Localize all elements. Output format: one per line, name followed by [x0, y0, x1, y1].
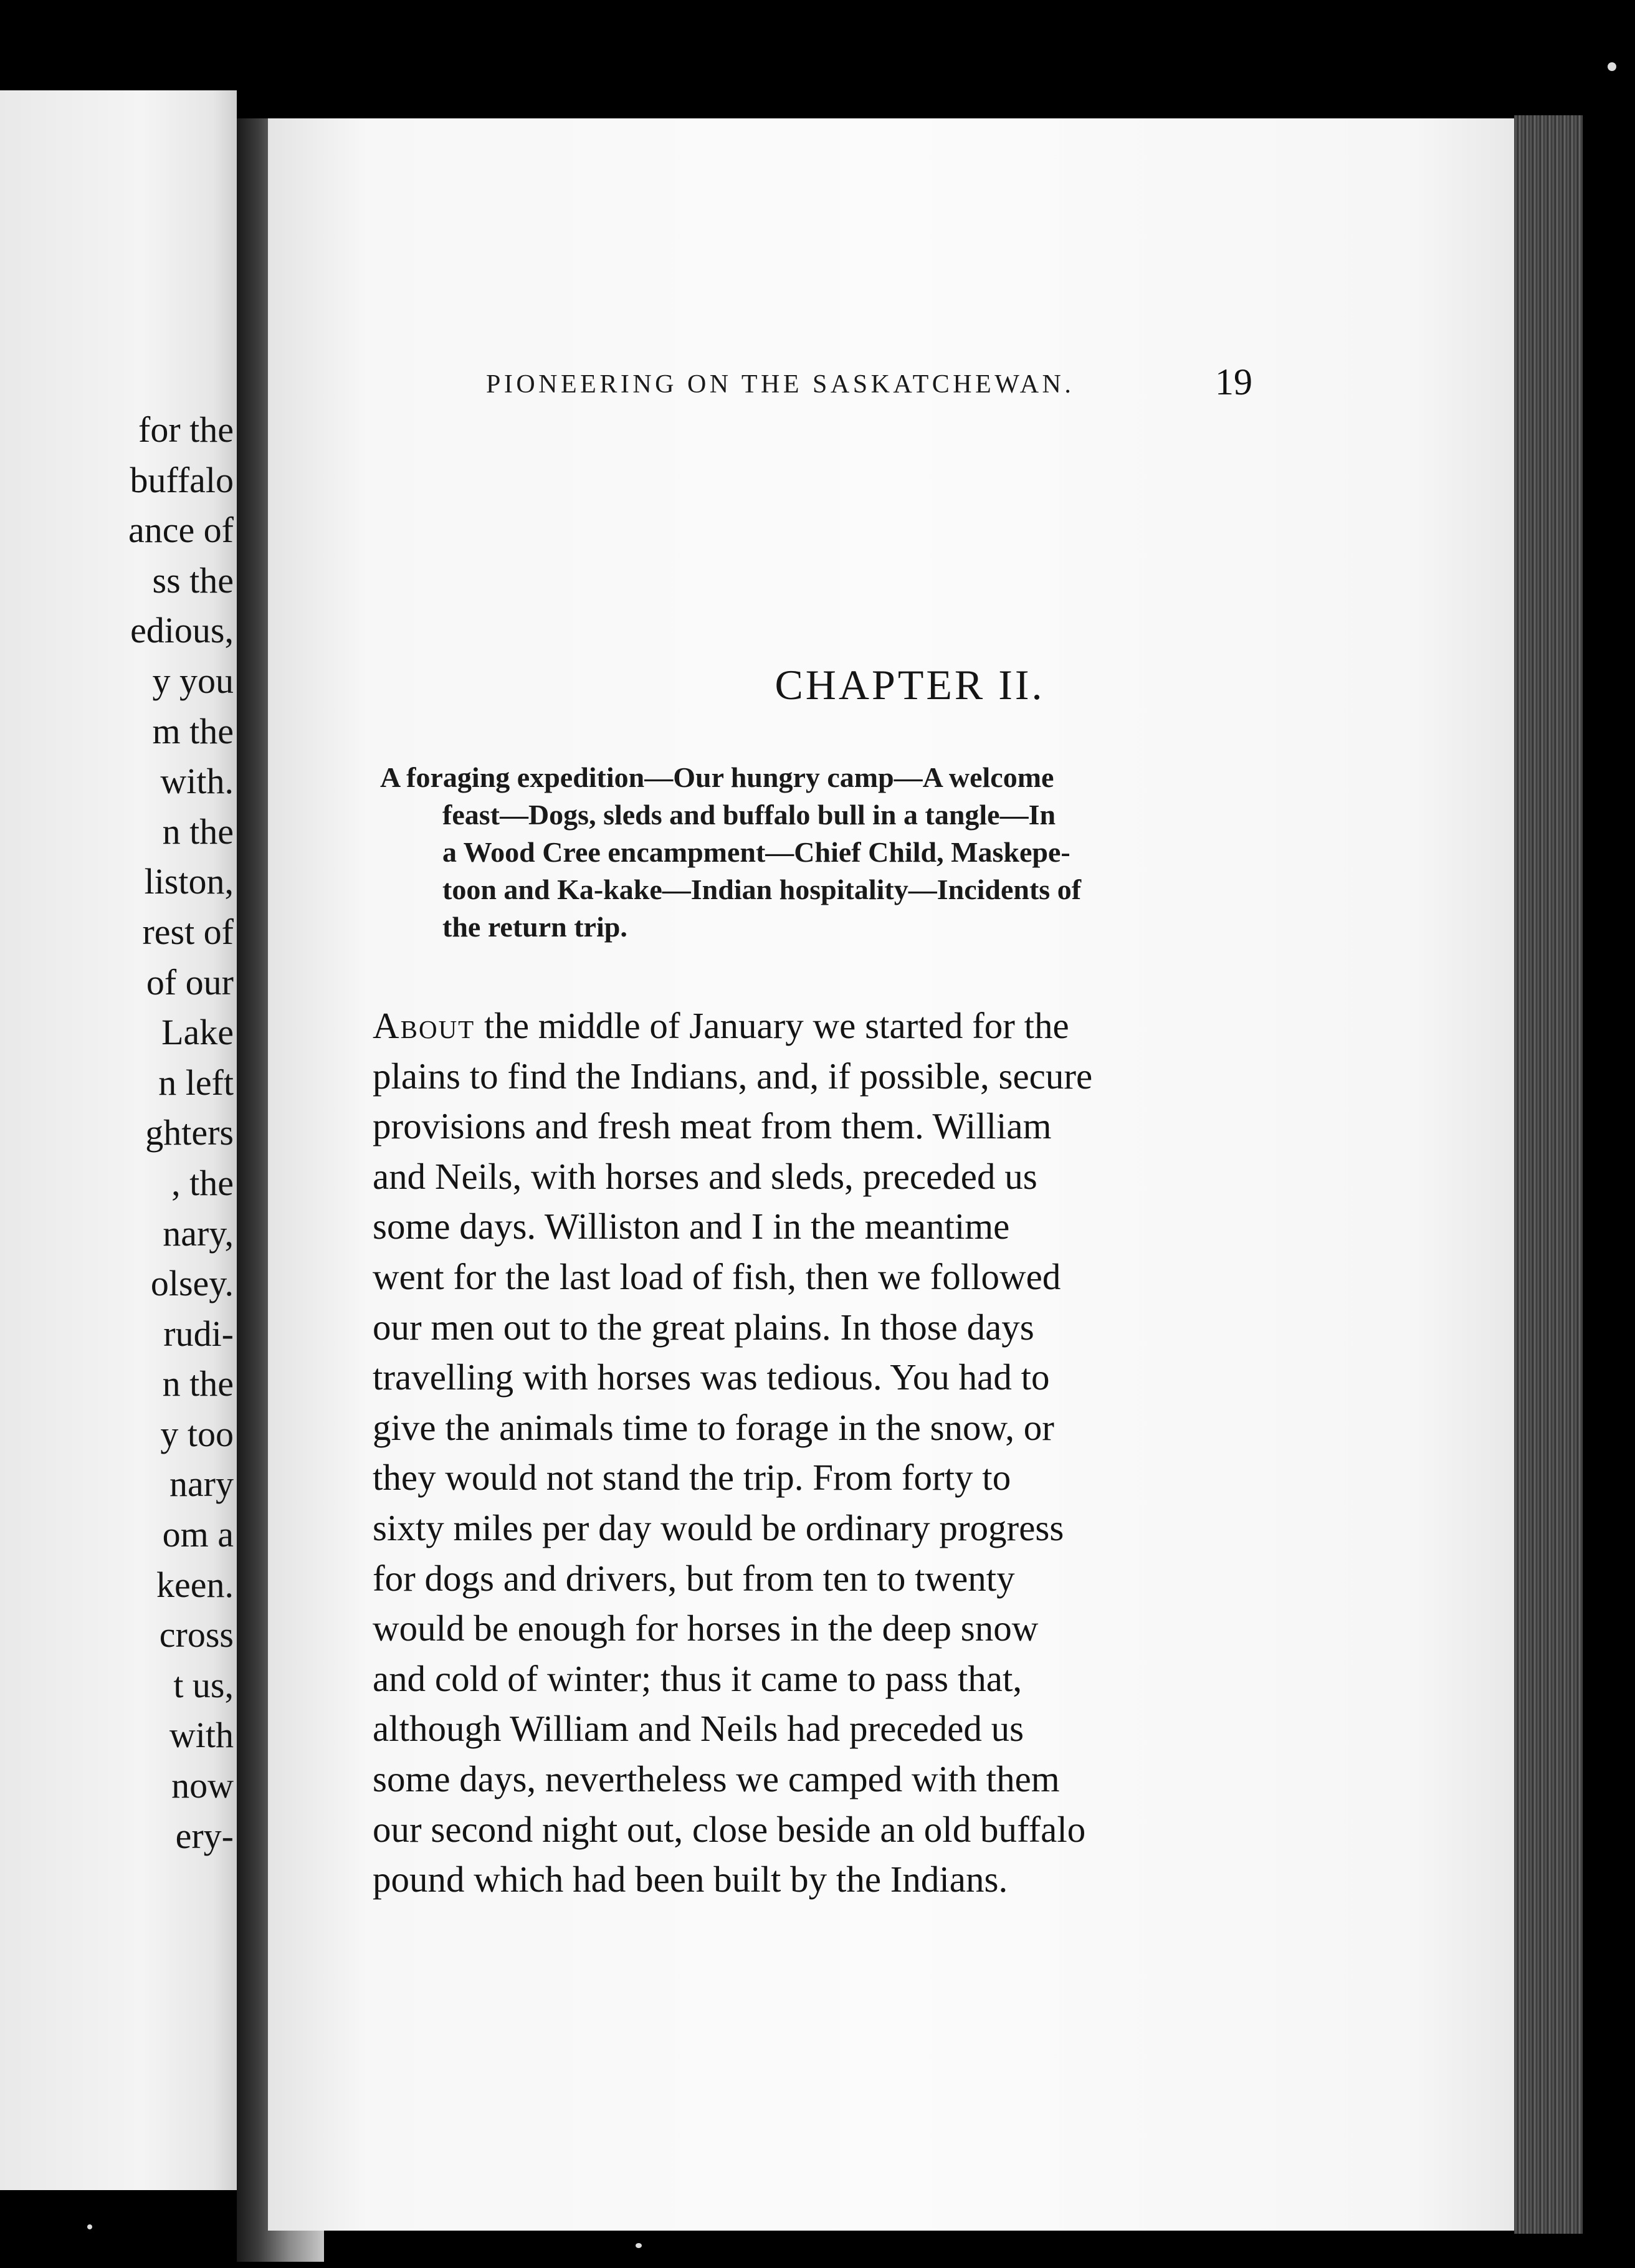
previous-page-line: edious, [130, 610, 234, 651]
synopsis-line: toon and Ka-kake—Indian hospitality—Incidents of [442, 874, 1082, 905]
body-line: would be enough for horses in the deep snow [373, 1608, 1039, 1649]
synopsis-line: A foraging expedition—Our hungry camp—A welcome [380, 761, 1054, 793]
previous-page-line: for the [138, 409, 234, 450]
body-text [373, 1001, 1252, 1905]
synopsis-line: the return trip. [442, 911, 627, 943]
body-line: and Neils, with horses and sleds, preceded us [373, 1155, 1037, 1197]
opening-word: About [373, 1005, 475, 1046]
previous-page-line: now [171, 1765, 234, 1806]
previous-page-line: m the [152, 710, 234, 751]
previous-page-line: nary [169, 1464, 234, 1505]
previous-page-line: liston, [144, 861, 234, 902]
body-line: our second night out, close beside an old buffalo [373, 1808, 1086, 1850]
body-line: and cold of winter; thus it came to pass that, [373, 1657, 1022, 1699]
previous-page-line: ery- [175, 1815, 234, 1856]
book-fore-edge [1514, 115, 1583, 2234]
body-line: travelling with horses was tedious. You had to [373, 1356, 1050, 1398]
previous-page-text [0, 405, 234, 1861]
scan-speck [1608, 62, 1616, 71]
previous-page-line: n left [158, 1062, 234, 1103]
previous-page-line: keen. [156, 1564, 234, 1605]
previous-page-line: rudi- [163, 1313, 234, 1354]
synopsis-line: feast—Dogs, sleds and buffalo bull in a tangle—In [442, 799, 1056, 831]
previous-page-line: with [169, 1715, 234, 1756]
body-line: provisions and fresh meat from them. William [373, 1105, 1052, 1147]
running-head [486, 361, 1252, 408]
body-line: some days. Williston and I in the meantime [373, 1206, 1010, 1247]
synopsis-line: a Wood Cree encampment—Chief Child, Maskepe- [442, 836, 1070, 868]
previous-page-line: of our [146, 961, 234, 1003]
body-line: went for the last load of fish, then we followed [373, 1256, 1061, 1297]
chapter-synopsis [380, 759, 1252, 946]
body-line: for dogs and drivers, but from ten to twenty [373, 1557, 1015, 1599]
scan-speck [636, 2243, 642, 2248]
previous-page-line: , the [171, 1162, 234, 1203]
previous-page-line: om a [162, 1514, 234, 1555]
previous-page-line: t us, [173, 1664, 234, 1705]
previous-page-line: rest of [142, 911, 234, 952]
previous-page-line: ance of [128, 510, 234, 551]
previous-page-line: nary, [163, 1213, 234, 1254]
previous-page-line: with. [160, 761, 234, 802]
previous-page-line: olsey. [150, 1263, 234, 1304]
scan-speck [87, 2224, 92, 2229]
body-line: give the animals time to forage in the snow, or [373, 1406, 1054, 1448]
body-first-line [373, 1001, 1252, 1051]
chapter-title: CHAPTER II. [775, 661, 1045, 708]
previous-page-line: n the [162, 1363, 234, 1404]
page-number: 19 [1215, 361, 1252, 403]
previous-page-line: n the [162, 811, 234, 852]
body-line: although William and Neils had preceded us [373, 1708, 1024, 1750]
previous-page-line: ss the [152, 560, 234, 601]
first-line-rest: the middle of January we started for the [475, 1005, 1069, 1046]
body-line: our men out to the great plains. In those days [373, 1306, 1034, 1348]
previous-page-line: cross [159, 1614, 234, 1656]
body-line: plains to find the Indians, and, if possible, secure [373, 1055, 1093, 1097]
body-line: pound which had been built by the Indians. [373, 1859, 1008, 1900]
previous-page-line: y too [160, 1413, 234, 1454]
previous-page-line: buffalo [130, 459, 234, 500]
previous-page-line: y you [152, 660, 234, 701]
previous-page-line: Lake [161, 1012, 234, 1053]
body-line: they would not stand the trip. From forty to [373, 1457, 1011, 1498]
body-line: some days, nevertheless we camped with them [373, 1758, 1060, 1799]
previous-page [0, 90, 237, 2190]
running-head-title: PIONEERING ON THE SASKATCHEWAN. [486, 370, 1075, 399]
previous-page-line: ghters [145, 1112, 234, 1153]
body-line: sixty miles per day would be ordinary progress [373, 1507, 1064, 1548]
